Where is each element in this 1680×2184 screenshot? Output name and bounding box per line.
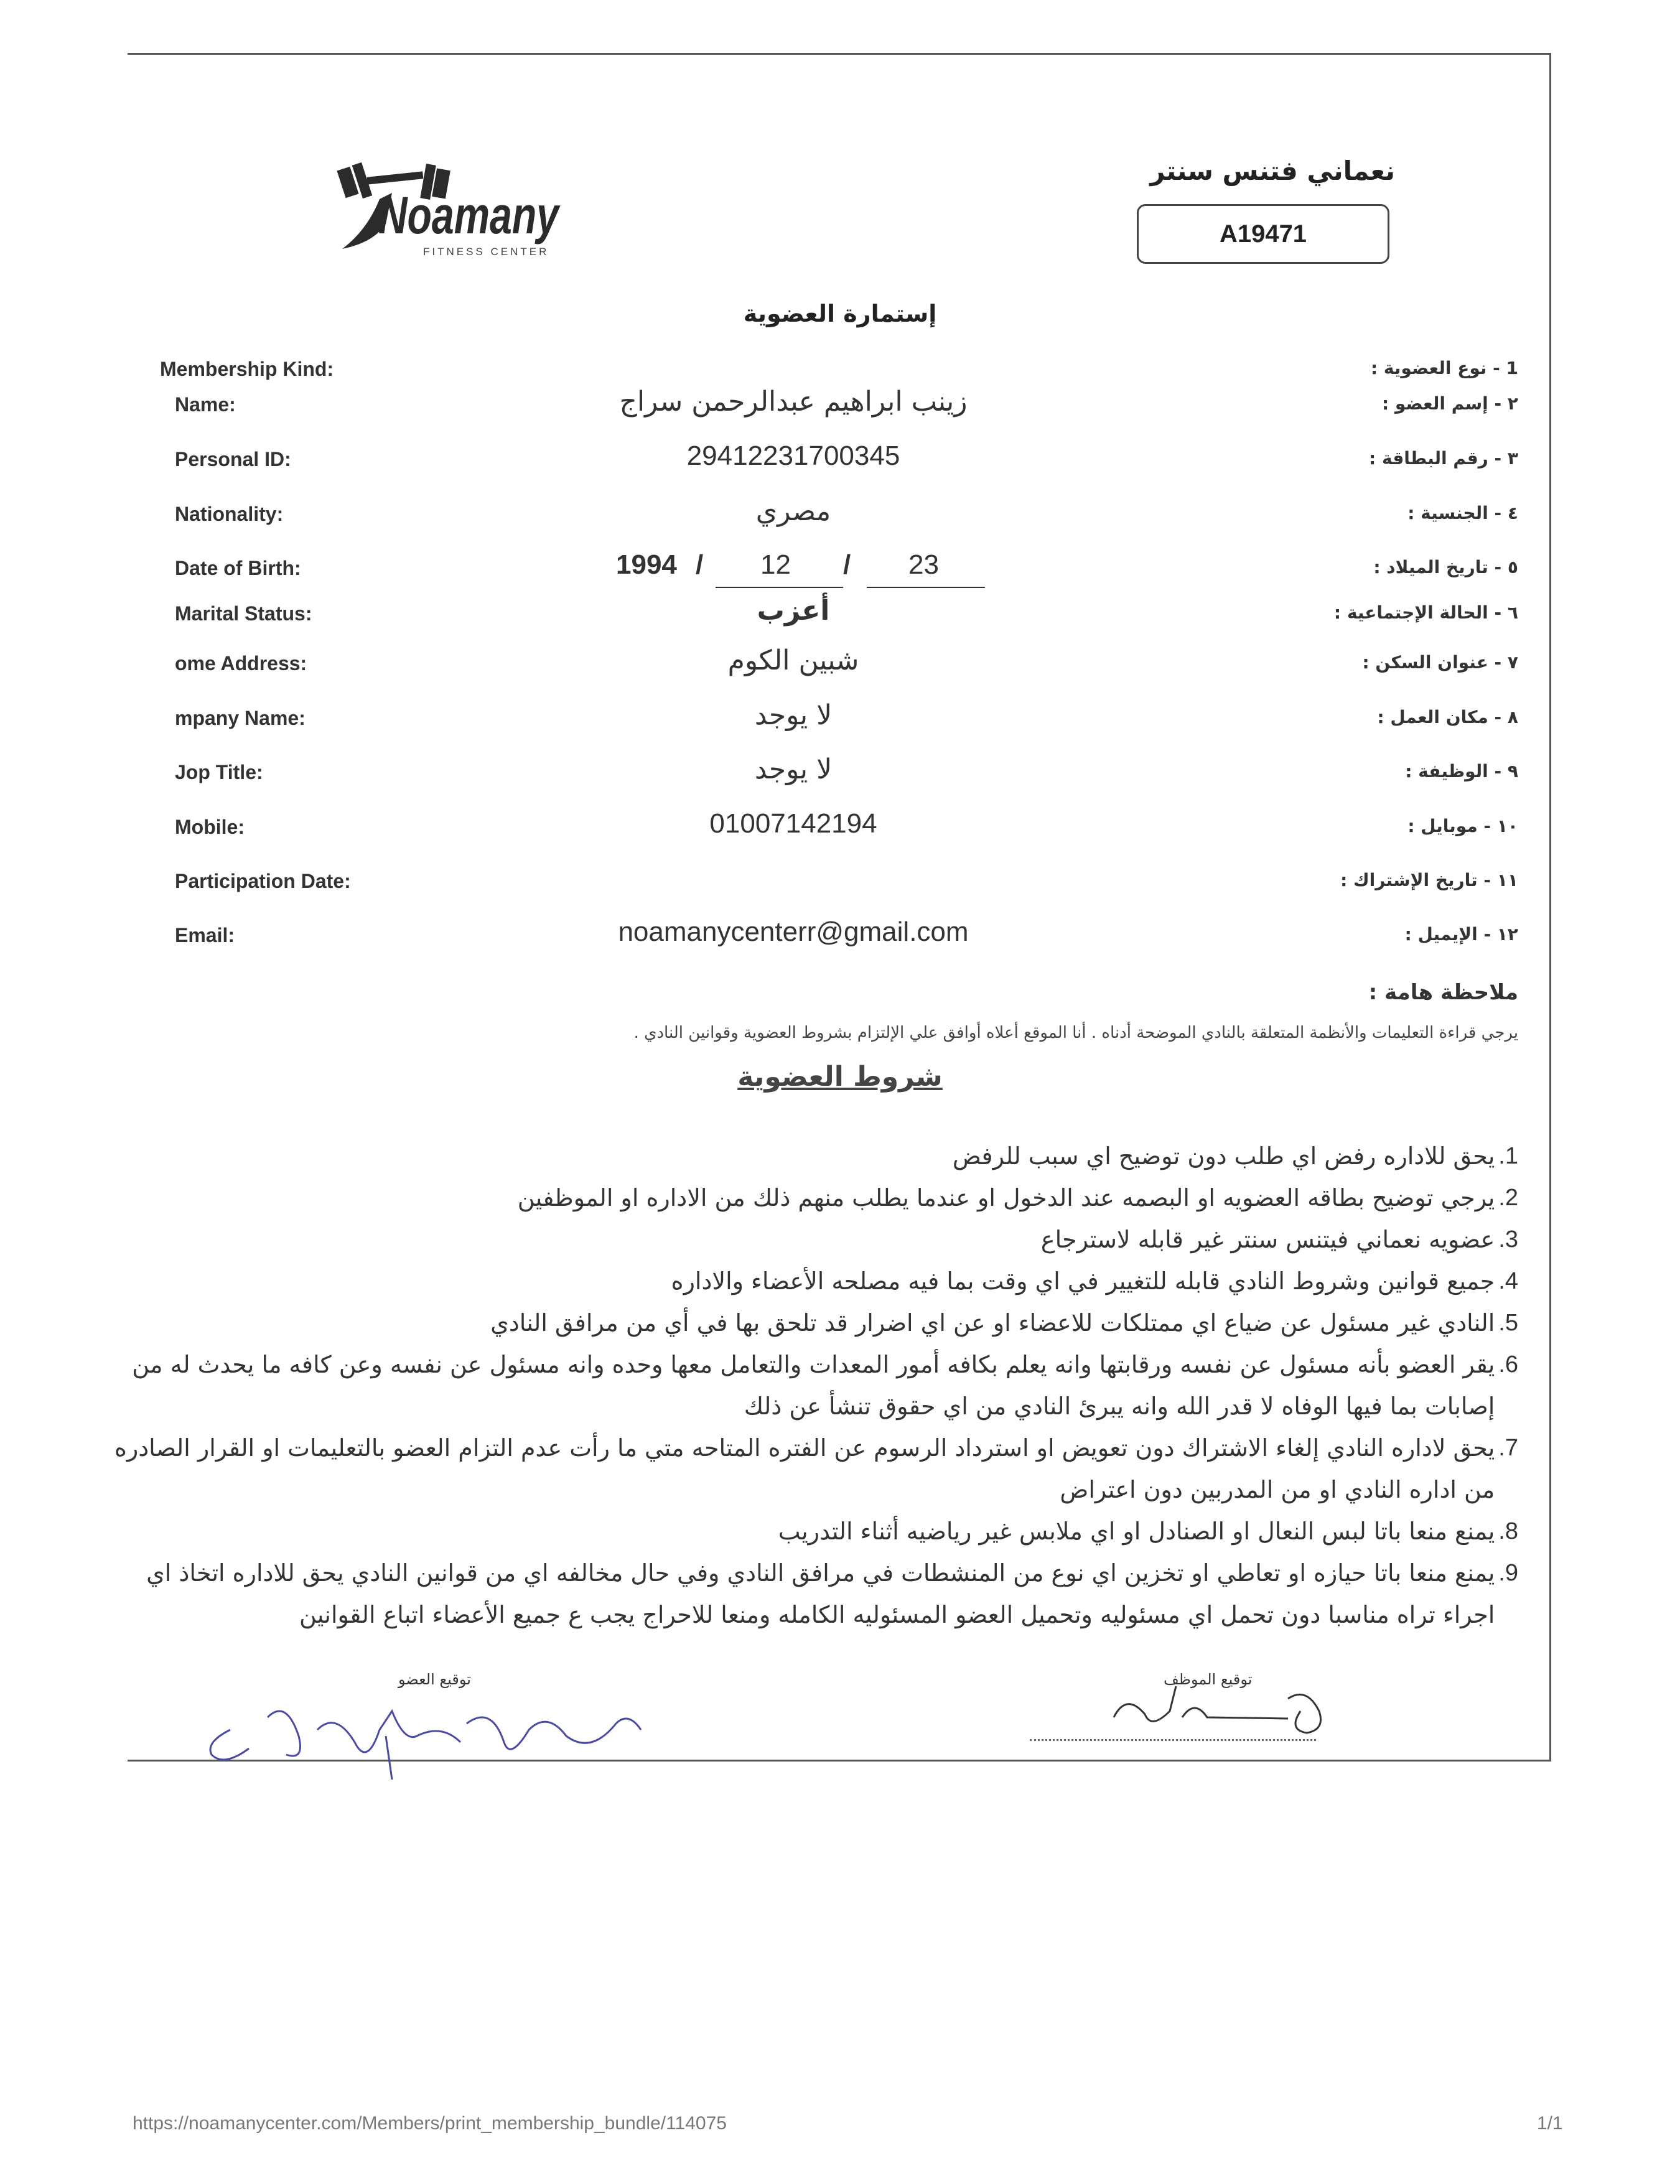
dob-day: 23 — [908, 549, 939, 580]
term-text: عضويه نعماني فيتنس سنتر غير قابله لاسترجاع — [1040, 1226, 1495, 1253]
home-address-value: شبين الكوم — [727, 645, 859, 676]
email-value: noamanycenterr@gmail.com — [618, 917, 969, 947]
note-title: ملاحظة هامة : — [1368, 980, 1518, 1005]
term-text: يمنع منعا باتا لبس النعال او الصنادل او اي ملابس غير رياضيه أثناء التدريب — [778, 1518, 1495, 1545]
member-signature-label: توقيع العضو — [398, 1671, 471, 1688]
logo-wordmark: Noamany — [378, 186, 561, 245]
field-date-of-birth — [0, 549, 1588, 600]
label-ar: ٩ - الوظيفة : — [1405, 761, 1518, 782]
form-title: إستمارة العضوية — [743, 300, 937, 327]
term-number: 6. — [1498, 1351, 1518, 1378]
footer-page-number: 1/1 — [1537, 2113, 1563, 2134]
label-en: Date of Birth: — [175, 557, 301, 579]
field-personal-id — [0, 441, 1588, 492]
field-job-title — [0, 754, 1588, 805]
term-number: 2. — [1498, 1185, 1518, 1211]
term-text: جميع قوانين وشروط النادي قابله للتغيير في اي وقت بما فيه مصلحه الأعضاء والاداره — [671, 1267, 1495, 1295]
label-en: Personal ID: — [175, 448, 291, 470]
label-ar: ٨ - مكان العمل : — [1377, 707, 1518, 727]
field-mobile — [0, 808, 1588, 859]
employee-signature — [1101, 1661, 1369, 1748]
term-item — [93, 1302, 1518, 1344]
mobile-value: 01007142194 — [709, 808, 877, 839]
term-text: يمنع منعا باتا حيازه او تعاطي او تخزين اي نوع من المنشطات في مرافق النادي وفي حال مخالفه اي من قوانين النادي يحق للاداره اتخاذ اي اجراء تراه مناسبا دون تحمل اي مسئوليه وتحميل العضو المسئوليه الكامله ومنعا للاحراج يجب ع جميع الأعضاء اتباع القوانين — [146, 1559, 1495, 1628]
label-ar: ٦ - الحالة الإجتماعية : — [1333, 602, 1518, 623]
label-en: Marital Status: — [175, 602, 312, 625]
terms-list — [93, 1136, 1518, 1636]
term-text: يقر العضو بأنه مسئول عن نفسه ورقابتها وانه يعلم بكافه أمور المعدات والتعامل معها وحده وانه مسئول عن نفسه وعن كافه ما يحدث له من إصابات بما فيها الوفاه لا قدر الله وانه يبرئ النادي من اي حقوق تنشأ عن ذلك — [132, 1351, 1495, 1420]
field-home-address — [0, 645, 1588, 696]
footer-url: https://noamanycenter.com/Members/print_membership_bundle/114075 — [133, 2113, 727, 2134]
label-en: Jop Title: — [175, 761, 263, 783]
dob-year: 1994 — [616, 549, 677, 580]
personal-id-value: 29412231700345 — [686, 441, 900, 471]
label-ar: ٣ - رقم البطاقة : — [1369, 448, 1518, 469]
term-item — [93, 1427, 1518, 1511]
term-item — [93, 1261, 1518, 1302]
field-company-name — [0, 699, 1588, 750]
label-ar: ٧ - عنوان السكن : — [1362, 652, 1518, 673]
label-en: Name: — [175, 393, 236, 416]
field-participation-date — [0, 870, 1588, 913]
term-number: 5. — [1498, 1310, 1518, 1336]
logo-subtext: FITNESS CENTER — [423, 246, 549, 258]
label-ar: ٥ - تاريخ الميلاد : — [1373, 557, 1518, 577]
term-text: يحق لاداره النادي إلغاء الاشتراك دون تعويض او استرداد الرسوم عن الفتره المتاحه متي ما رأت عدم التزام العضو بالتعليمات او القرار الصادره من اداره النادي او من المدربين دون اعتراض — [114, 1434, 1495, 1503]
note-text: يرجي قراءة التعليمات والأنظمة المتعلقة بالنادي الموضحة أدناه . أنا الموقع أعلاه أوافق علي الإلتزام بشروط العضوية وقوانين النادي . — [633, 1024, 1518, 1042]
label-ar: ٤ - الجنسية : — [1407, 503, 1518, 523]
term-text: يحق للاداره رفض اي طلب دون توضيح اي سبب للرفض — [952, 1142, 1495, 1170]
term-item — [93, 1511, 1518, 1552]
employee-signature-label: توقيع الموظف — [1164, 1671, 1253, 1688]
label-en: mpany Name: — [175, 707, 306, 729]
term-number: 4. — [1498, 1268, 1518, 1294]
noamany-logo — [330, 156, 566, 264]
term-item — [93, 1552, 1518, 1636]
label-en: Participation Date: — [175, 870, 351, 892]
label-en: Mobile: — [175, 816, 245, 838]
dob-month: 12 — [760, 549, 791, 580]
label-ar: ١١ - تاريخ الإشتراك : — [1340, 870, 1518, 890]
field-nationality — [0, 495, 1588, 546]
club-name: نعماني فتنس سنتر — [1150, 156, 1395, 186]
term-text: النادي غير مسئول عن ضياع اي ممتلكات للاعضاء او عن اي اضرار قد تلحق بها في أي من مرافق النادي — [490, 1309, 1495, 1337]
field-email — [0, 917, 1588, 968]
label-en: Membership Kind: — [160, 358, 334, 380]
job-title-value: لا يوجد — [754, 754, 833, 785]
label-en: Nationality: — [175, 503, 284, 525]
field-name — [0, 386, 1588, 437]
dob-separator: / — [696, 549, 704, 580]
term-number: 1. — [1498, 1143, 1518, 1169]
company-name-value: لا يوجد — [754, 699, 833, 731]
dob-day-line — [867, 587, 985, 588]
label-en: Email: — [175, 924, 235, 946]
dob-separator: / — [843, 549, 851, 580]
label-ar: 1 - نوع العضوية : — [1370, 358, 1518, 378]
term-item — [93, 1344, 1518, 1427]
label-en: ome Address: — [175, 652, 307, 674]
label-ar: ١٢ - الإيميل : — [1404, 924, 1518, 945]
term-number: 7. — [1498, 1435, 1518, 1461]
nationality-value: مصري — [755, 495, 831, 527]
term-item — [93, 1136, 1518, 1177]
term-number: 3. — [1498, 1226, 1518, 1253]
serial-number: A19471 — [1137, 204, 1389, 264]
terms-title: شروط العضوية — [737, 1061, 943, 1093]
marital-status-value: أعزب — [757, 595, 830, 627]
field-marital-status — [0, 595, 1588, 646]
term-number: 8. — [1498, 1518, 1518, 1544]
dob-month-line — [716, 587, 843, 588]
term-text: يرجي توضيح بطاقه العضويه او البصمه عند الدخول او عندما يطلب منهم ذلك من الاداره او الموظفين — [517, 1184, 1495, 1211]
term-item — [93, 1177, 1518, 1219]
member-name-value: زينب ابراهيم عبدالرحمن سراج — [619, 386, 968, 418]
label-ar: ٢ - إسم العضو : — [1381, 393, 1518, 414]
term-item — [93, 1219, 1518, 1261]
member-signature — [193, 1674, 666, 1786]
label-ar: ١٠ - موبايل : — [1407, 816, 1518, 836]
term-number: 9. — [1498, 1560, 1518, 1586]
